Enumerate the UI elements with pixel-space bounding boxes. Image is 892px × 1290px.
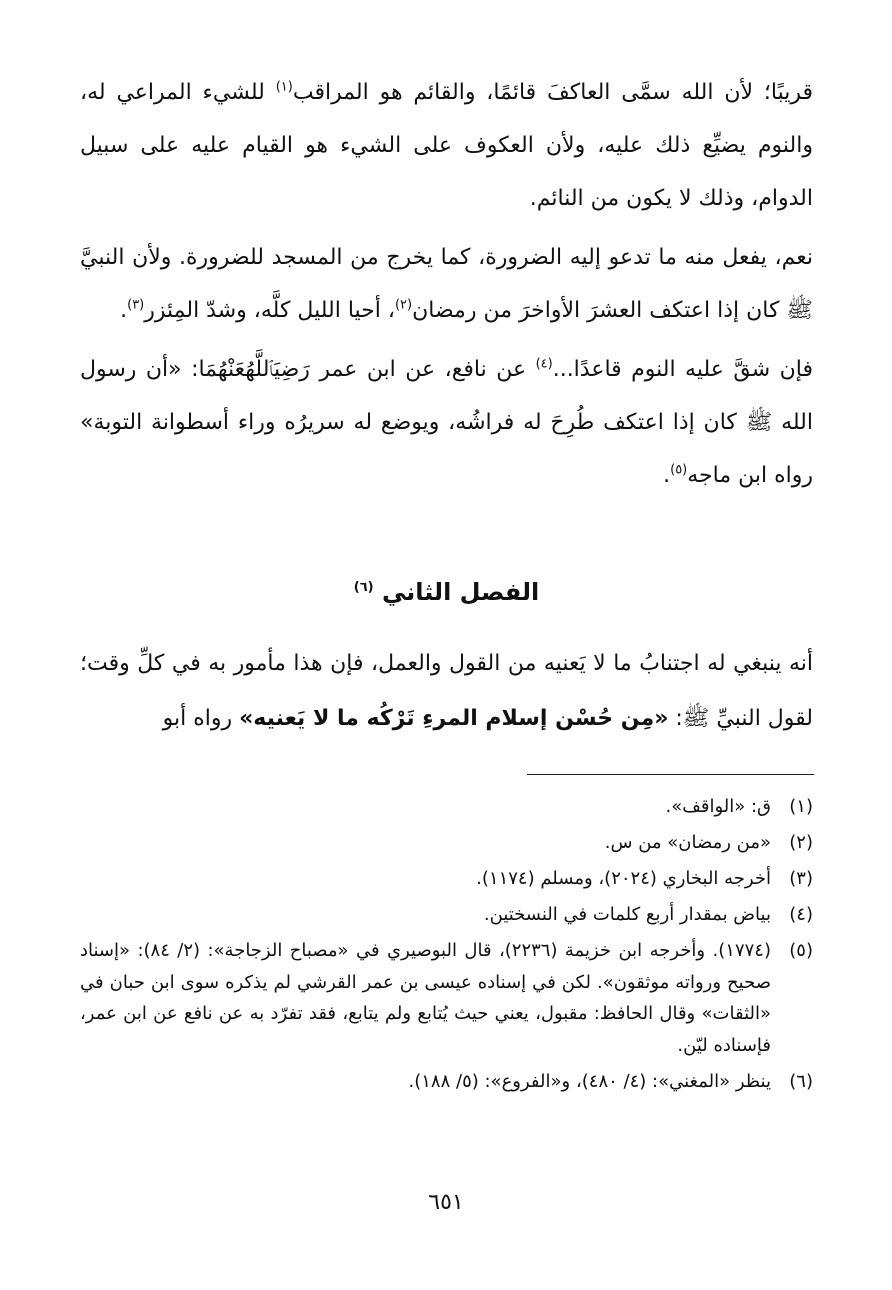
footnotes-list: [80, 791, 813, 1102]
footnote-marker-4: (٤): [535, 356, 553, 372]
footnote-4: [80, 899, 813, 931]
paragraph-3-text-c: .: [663, 463, 671, 488]
footnote-number: (٥): [789, 940, 813, 961]
paragraph-2: [80, 231, 813, 337]
footnote-text: أخرجه البخاري (٢٠٢٤)، ومسلم (١١٧٤).: [476, 868, 771, 889]
paragraph-4-text-c: رواه أبو: [162, 706, 240, 731]
paragraph-3-text-a: فإن شقَّ عليه النوم قاعدًا...: [552, 357, 813, 382]
paragraph-1-text-b: للشيء المراعي له، والنوم يضيِّع ذلك عليه، ولأن العكوف على الشيء هو القيام عليه على سبيل الدوام، وذلك لا يكون من النائم.: [80, 80, 813, 211]
paragraph-2-text-a: نعم، يفعل منه ما تدعو إليه الضرورة، كما يخرج من المسجد للضرورة. ولأن النبيَّ ﷺ كان إذا اعتكف العشرَ الأواخرَ من رمضان: [80, 245, 813, 323]
footnote-marker-5: (٥): [670, 462, 688, 478]
chapter-heading-text: الفصل الثاني: [381, 578, 540, 606]
paragraph-4: [80, 636, 813, 746]
footnote-marker-1: (١): [275, 79, 293, 95]
hadith-quote: «مِن حُسْن إسلام المرءِ تَرْكُه ما لا يَعنيه»: [239, 706, 669, 731]
main-text-block: [80, 66, 813, 508]
footnote-text: «من رمضان» من س.: [604, 832, 771, 853]
footnote-marker-3: (٣): [127, 297, 145, 313]
footnote-text: (١٧٧٤). وأخرجه ابن خزيمة (٢٢٣٦)، قال البوصيري في «مصباح الزجاجة»: (٢/ ٨٤): «إسناد صحيح ورواته موثقون». لكن في إسناده عيسى بن عمر القرشي لم يذكره سوى ابن حبان في «الثقات» وقال الحافظ: مقبول، يعني حيث يُتابع ولم يتابع، فقد تفرّد به عن نافع عن ابن عمر، فإسناده ليّن.: [80, 940, 771, 1056]
paragraph-2-text-c: .: [120, 298, 128, 323]
footnote-number: (٢): [789, 832, 813, 853]
footnote-text: بياض بمقدار أربع كلمات في النسختين.: [483, 904, 771, 925]
footnote-number: (١): [789, 796, 813, 817]
footnote-divider: [527, 774, 814, 775]
paragraph-4-text-a: أنه ينبغي له اجتنابُ ما لا يَعنيه من القول والعمل، فإن هذا مأمور به في كلِّ وقت؛ لقول النبيِّ ﷺ:: [80, 651, 813, 731]
footnote-text: ينظر «المغني»: (٤/ ٤٨٠)، و«الفروع»: (٥/ ١٨٨).: [408, 1070, 771, 1092]
footnote-number: (٤): [789, 904, 813, 925]
paragraph-3-text-b: عن نافع، عن ابن عمر رَضِيَٱللَّهُعَنْهُمَا: «أن رسول الله ﷺ كان إذا اعتكف طُرِحَ له فراشُه، ويوضع له سريرُه وراء أسطوانة التوبة» رواه ابن ماجه: [80, 357, 813, 488]
footnote-text: ق: «الواقف».: [665, 796, 771, 817]
paragraph-1-text-a: قريبًا؛ لأن الله سمَّى العاكفَ قائمًا، والقائم هو المراقب: [292, 80, 814, 105]
paragraph-1: [80, 66, 813, 225]
footnote-1: [80, 791, 813, 823]
footnote-marker-2: (٢): [394, 297, 413, 313]
chapter-heading: [80, 572, 813, 612]
paragraph-2-text-b: ، أحيا الليل كلَّه، وشدّ المِئزر: [144, 298, 395, 323]
paragraph-3: [80, 343, 813, 502]
footnote-2: [80, 827, 813, 859]
footnote-number: (٦): [789, 1070, 813, 1092]
footnote-5: [80, 935, 813, 1061]
footnote-marker-6: (٦): [353, 580, 374, 595]
footnote-number: (٣): [789, 868, 813, 889]
footnote-3: [80, 863, 813, 895]
page-number: ٦٥١: [428, 1190, 464, 1215]
main-text-block-2: [80, 636, 813, 752]
footnote-6: [80, 1066, 813, 1098]
